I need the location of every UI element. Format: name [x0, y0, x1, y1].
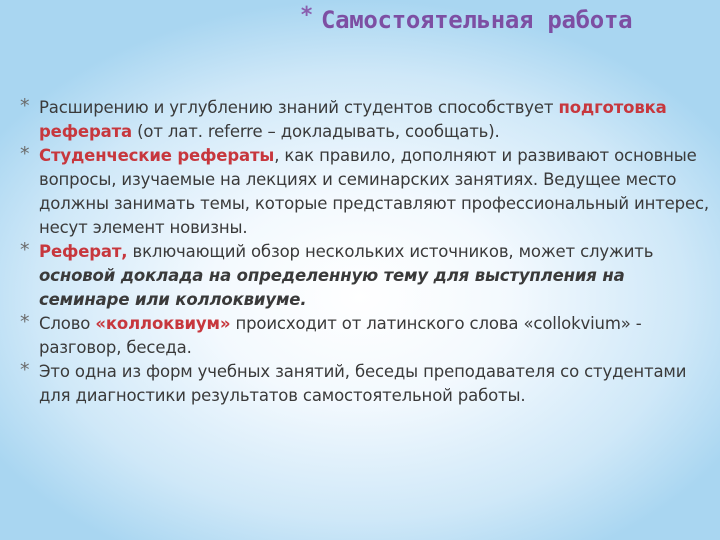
highlighted-text: подготовка реферата — [39, 98, 667, 141]
highlighted-text: основой доклада на определенную тему для выступления на семинаре или коллоквиуме. — [39, 266, 625, 309]
bullet-star-icon: * — [20, 143, 30, 165]
slide-title-text: Самостоятельная работа — [320, 6, 633, 34]
paragraph-text: включающий обзор нескольких источников, может служить — [127, 242, 654, 261]
bullet-paragraph — [20, 360, 712, 408]
bullet-paragraph — [20, 240, 712, 312]
paragraph-text: Расширению и углублению знаний студентов способствует — [39, 98, 559, 117]
highlighted-text: Студенческие рефераты — [39, 146, 275, 165]
bullet-star-icon: * — [20, 95, 30, 117]
slide-title — [300, 3, 712, 34]
bullet-star-icon: * — [20, 359, 30, 381]
paragraph-text: Это одна из форм учебных занятий, беседы преподавателя со студентами для диагностики результатов самостоятельной работы. — [39, 362, 687, 405]
bullet-paragraph — [20, 312, 712, 360]
bullet-star-icon: * — [20, 239, 30, 261]
title-bullet-icon: * — [300, 3, 313, 28]
paragraph-text: происходит от латинского слова «collokvium» - разговор, беседа. — [39, 314, 642, 357]
paragraph-text: , как правило, дополняют и развивают основные вопросы, изучаемые на лекциях и семинарских занятиях. Ведущее место должны занимать темы, которые представляют профессиональный интерес, несут элемент новизны. — [39, 146, 710, 237]
paragraph-text: (от лат. referre – докладывать, сообщать). — [132, 122, 500, 141]
highlighted-text: Реферат, — [39, 242, 128, 261]
bullet-star-icon: * — [20, 311, 30, 333]
bullet-paragraph — [20, 144, 712, 240]
highlighted-text: «коллоквиум» — [95, 314, 231, 333]
paragraph-text: Слово — [39, 314, 96, 333]
bullet-paragraph — [20, 96, 712, 144]
slide-body — [20, 96, 712, 408]
